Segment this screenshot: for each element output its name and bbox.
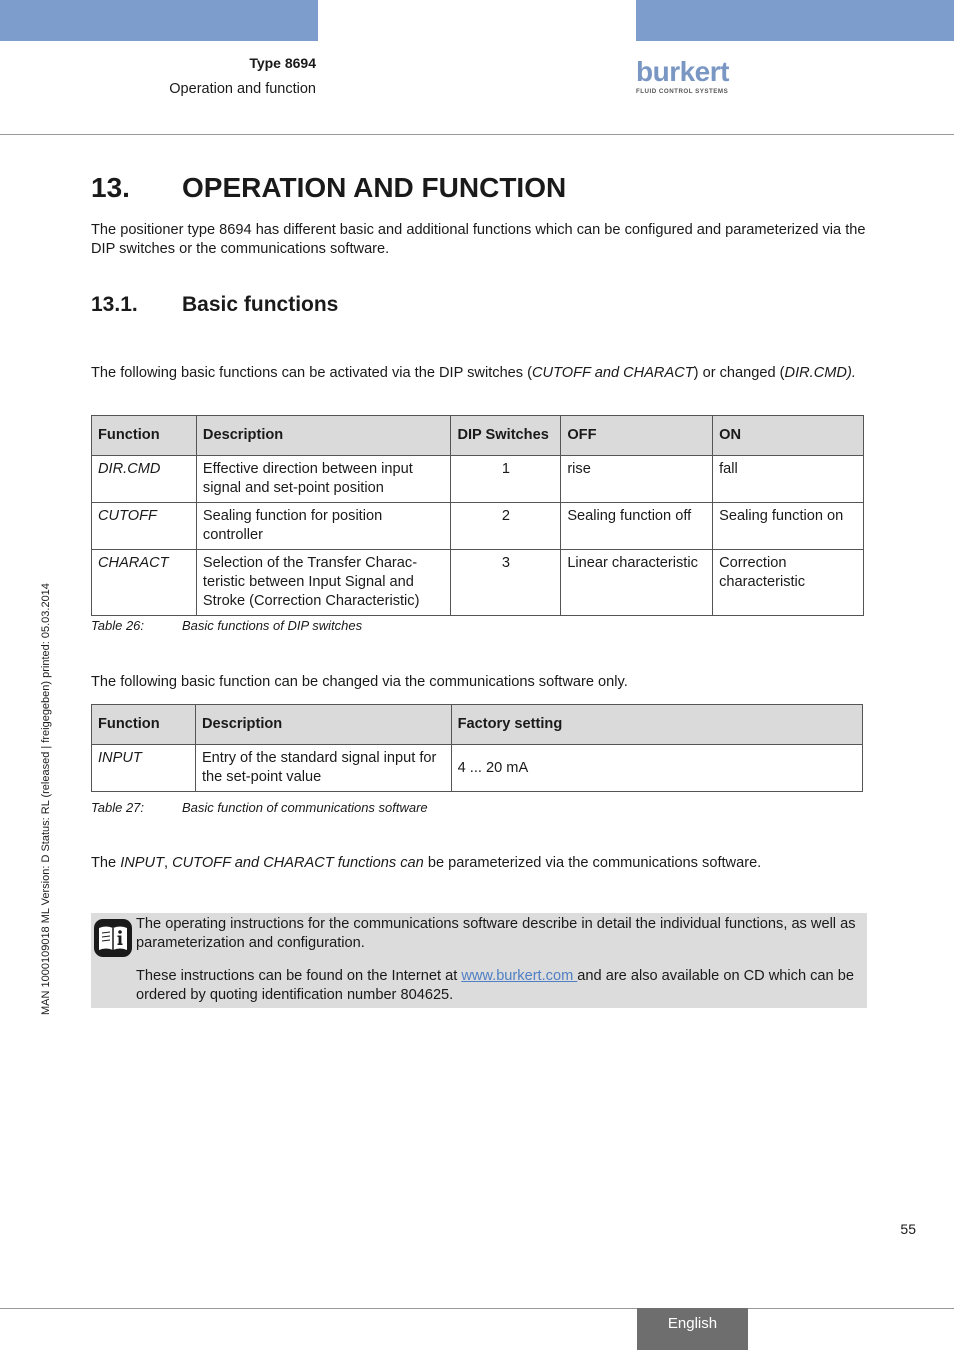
dip-intro-text-2: ) or changed ( (693, 365, 785, 381)
table-header-cell: ON (713, 416, 864, 456)
table-27-caption (91, 800, 428, 815)
table-cell: DIR.CMD (92, 456, 197, 503)
caption-label: Table 27: (91, 800, 145, 815)
dip-intro-text-1: The following basic functions can be activated via the DIP switches ( (91, 365, 533, 381)
table-row (92, 550, 864, 616)
table-row (92, 503, 864, 550)
chapter-title: OPERATION AND FUNCTION (182, 172, 567, 203)
table-cell: 2 (451, 503, 561, 550)
table-cell: Correction characteristic (713, 550, 864, 616)
table-cell: fall (713, 456, 864, 503)
table-26-caption (91, 618, 362, 633)
burkert-logo (636, 58, 736, 98)
table-cell: 3 (451, 550, 561, 616)
dip-intro-paragraph (91, 364, 866, 383)
footer-divider (0, 1308, 954, 1309)
section-heading (91, 293, 338, 317)
table-header-cell: Factory setting (451, 705, 862, 745)
burkert-website-link[interactable]: www.burkert.com (461, 968, 578, 984)
parameterize-paragraph (91, 854, 866, 873)
param-text-1: The (91, 855, 121, 871)
note-text-before-link: These instructions can be found on the Internet at (136, 968, 462, 984)
table-cell: Selection of the Transfer Charac-teristic between Input Signal and Stroke (Correction Characteristic) (196, 550, 451, 616)
note-paragraph-2 (136, 967, 856, 1005)
note-text-after-link: and are also available on CD which can be ordered by quoting identification number 804625. (136, 968, 854, 1003)
table-header-cell: Description (196, 416, 451, 456)
table-cell: Entry of the standard signal input for the set-point value (195, 745, 451, 792)
section-number: 13.1. (91, 293, 138, 316)
table-cell: Sealing function on (713, 503, 864, 550)
table-cell: Sealing function off (561, 503, 713, 550)
dip-functions-table (91, 415, 864, 616)
section-title: Basic functions (182, 293, 339, 316)
table-header-row (92, 416, 864, 456)
table-cell: CHARACT (92, 550, 197, 616)
table-cell: 1 (451, 456, 561, 503)
caption-label: Table 26: (91, 618, 145, 633)
table-row (92, 456, 864, 503)
table-cell: INPUT (92, 745, 196, 792)
language-tab: English (637, 1308, 748, 1350)
dip-intro-italic-1: CUTOFF and CHARACT (532, 365, 694, 381)
page-number: 55 (900, 1221, 916, 1237)
param-italic-1: INPUT (120, 855, 164, 871)
table-row (92, 745, 863, 792)
header-type-label: Type 8694 (249, 55, 316, 71)
param-text-2: , (163, 855, 173, 871)
logo-tagline: FLUID CONTROL SYSTEMS (636, 88, 729, 95)
chapter-heading (91, 172, 566, 204)
table-cell: Sealing function for position controller (196, 503, 451, 550)
table-cell: Linear characteristic (561, 550, 713, 616)
note-paragraph-1: The operating instructions for the communications software describe in detail the individual functions, as well as parameterization and configuration. (136, 916, 856, 951)
chapter-number: 13. (91, 172, 130, 203)
comm-functions-table (91, 704, 863, 792)
table-cell: 4 ... 20 mA (451, 745, 862, 792)
table-cell: CUTOFF (92, 503, 197, 550)
table-cell: Effective direction between input signal and set-point position (196, 456, 451, 503)
table-header-cell: Function (92, 416, 197, 456)
header-subtitle: Operation and function (169, 81, 316, 97)
header-divider (0, 134, 954, 135)
table-header-cell: DIP Switches (451, 416, 561, 456)
logo-wordmark: burkert (636, 56, 729, 87)
table-header-cell: OFF (561, 416, 713, 456)
dip-intro-italic-2: DIR.CMD). (784, 365, 856, 381)
info-note-box (91, 913, 867, 1008)
chapter-intro: The positioner type 8694 has different basic and additional functions which can be configured and parameterized via the DIP switches or the communications software. (91, 222, 866, 257)
caption-text: Basic function of communications software (182, 800, 428, 815)
table-header-cell: Function (92, 705, 196, 745)
table-cell: rise (561, 456, 713, 503)
comm-intro-paragraph: The following basic function can be changed via the communications software only. (91, 674, 628, 690)
header-bar-left (0, 0, 318, 41)
table-header-cell: Description (195, 705, 451, 745)
info-book-icon (93, 918, 133, 958)
param-text-3: be parameterized via the communications software. (423, 855, 762, 871)
header-bar-right (636, 0, 954, 41)
document-status-sidebar: MAN 1000109018 ML Version: D Status: RL (released | freigegeben) printed: 05.03.2014 (40, 583, 52, 1015)
caption-text: Basic functions of DIP switches (182, 618, 363, 633)
note-text (136, 915, 856, 1019)
param-italic-2: CUTOFF and CHARACT functions can (172, 855, 424, 871)
table-header-row (92, 705, 863, 745)
